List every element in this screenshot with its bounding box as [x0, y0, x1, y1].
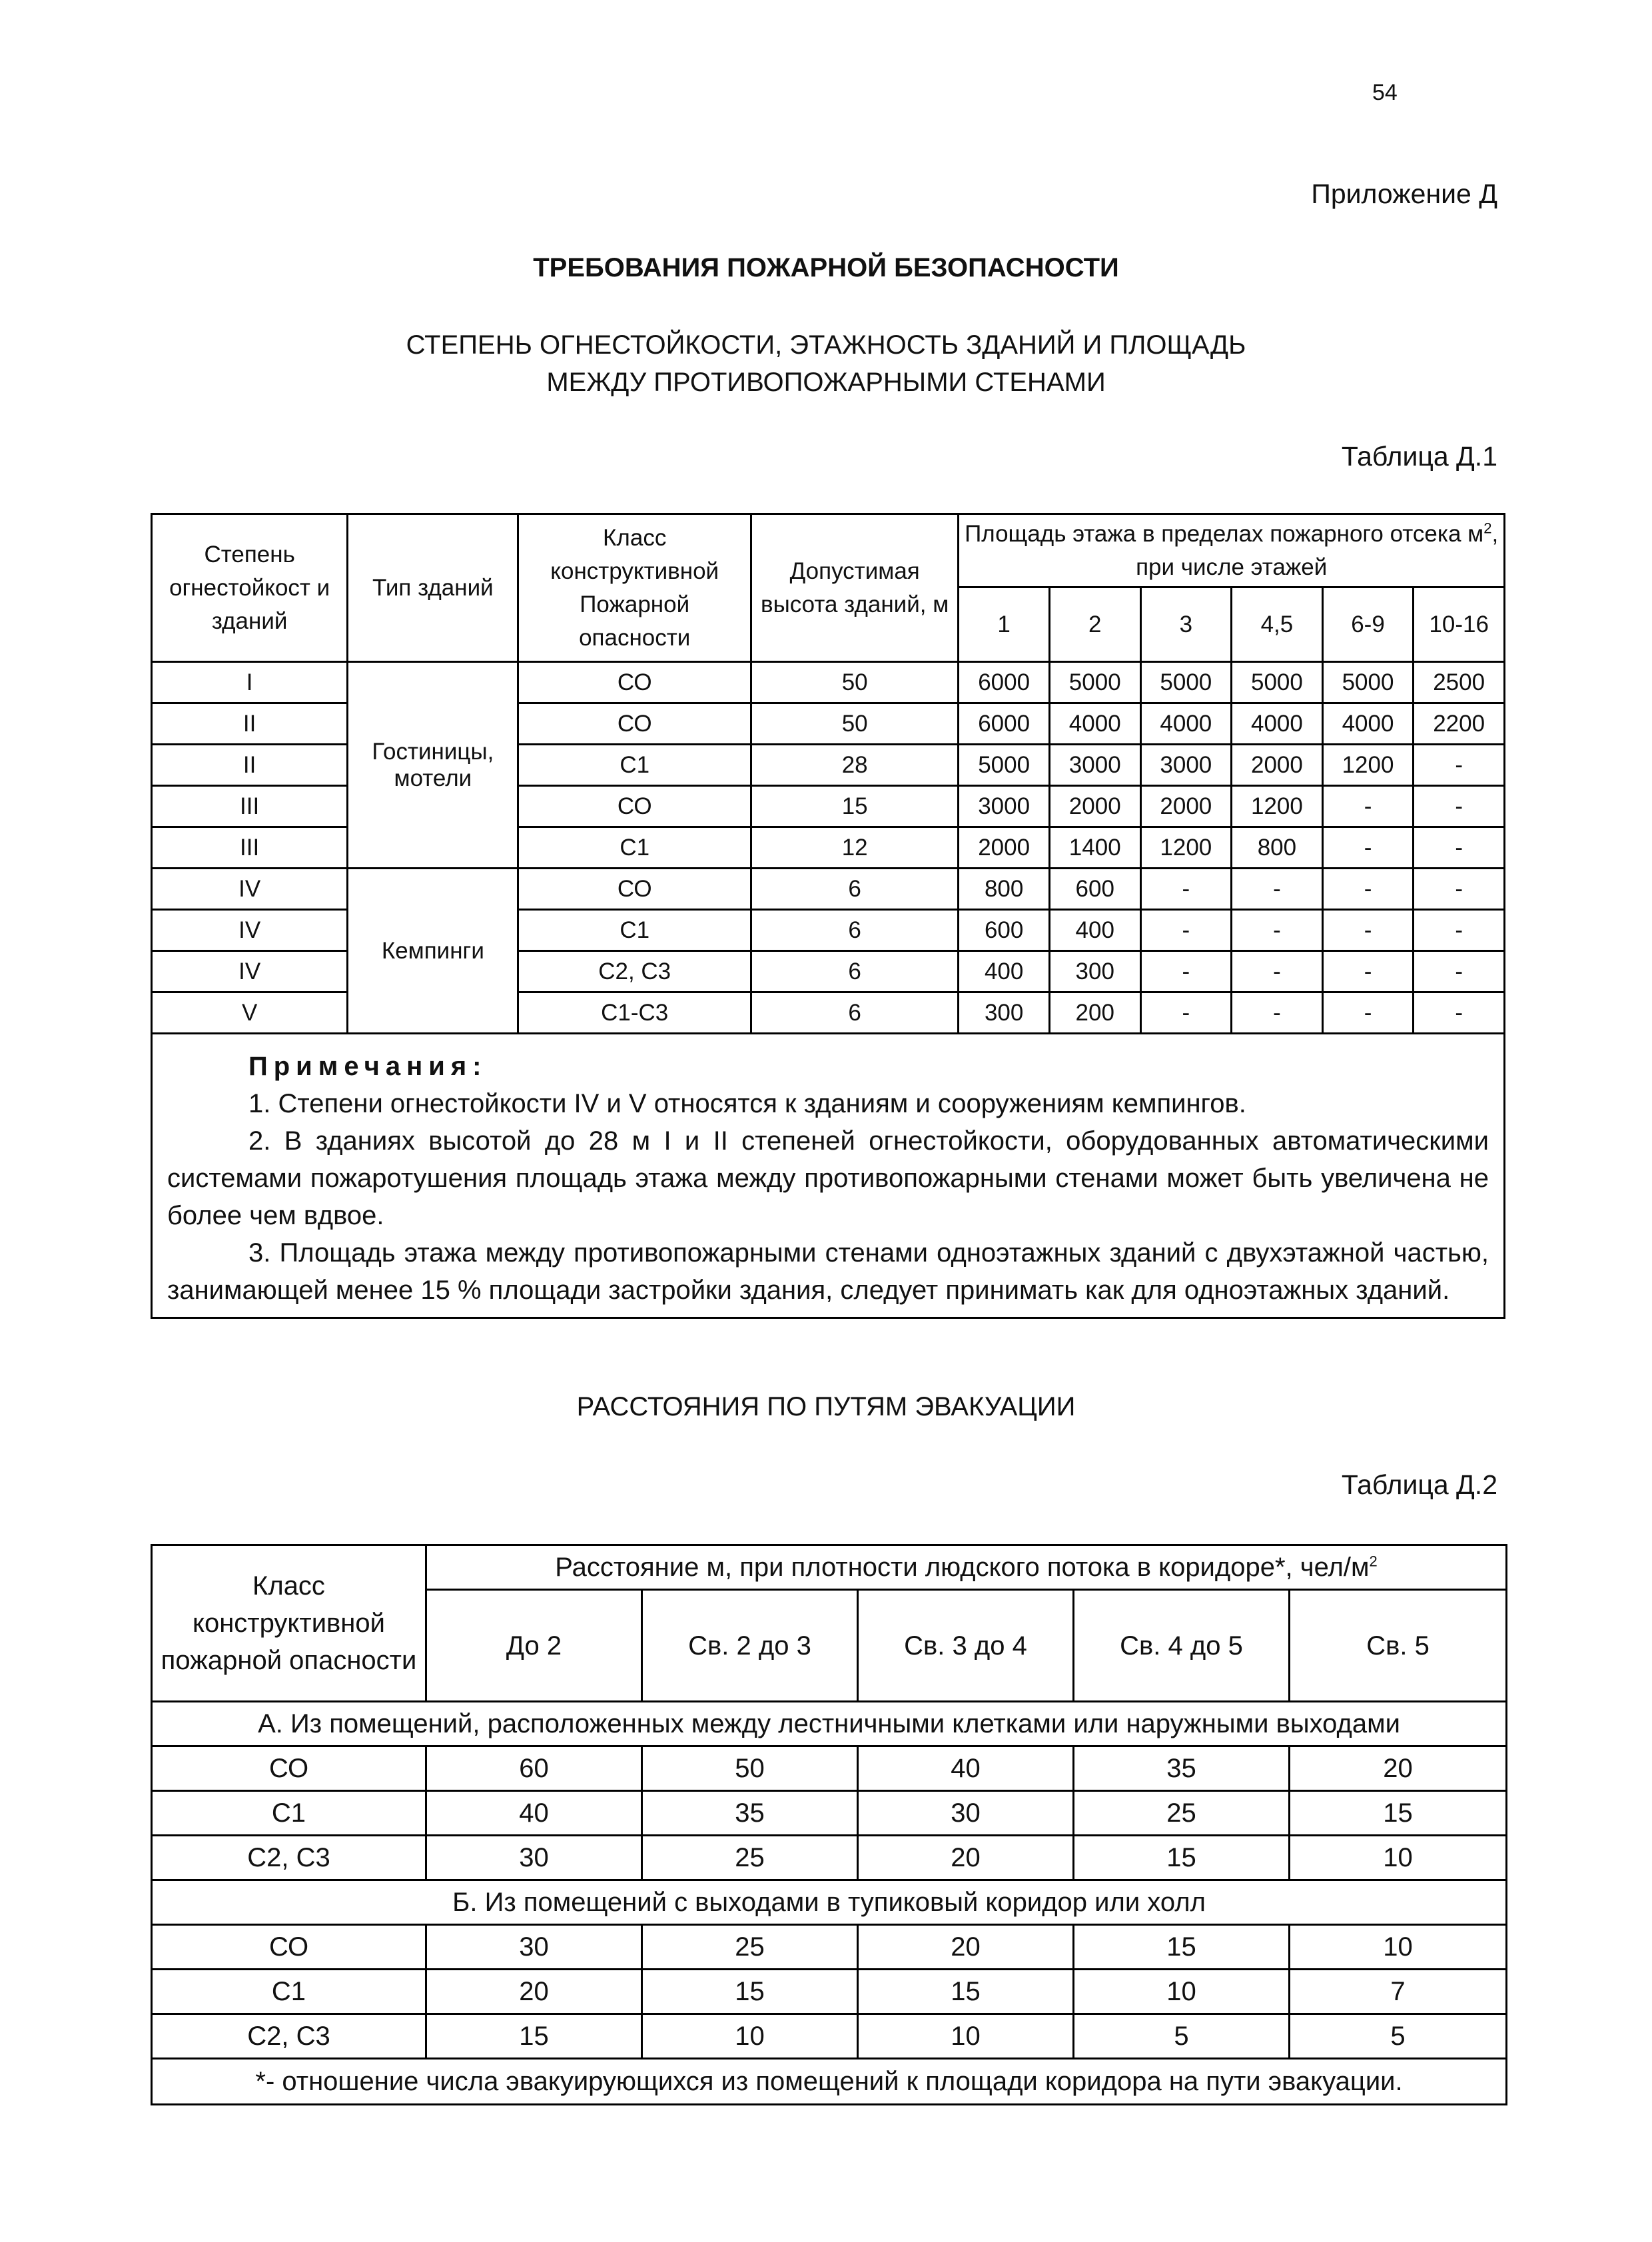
- cell-distance: 25: [642, 1925, 858, 1970]
- cell-height: 50: [751, 662, 958, 703]
- cell-area: 800: [959, 869, 1050, 910]
- cell-height: 6: [751, 869, 958, 910]
- note-2: 2. В зданиях высотой до 28 м I и II степеней огнестойкости, оборудованных автоматическими системами пожаротушения площадь этажа между противопожарными стенами может быть увеличена не более чем вдвое.: [167, 1126, 1489, 1230]
- cell-area: -: [1322, 869, 1414, 910]
- cell-area: -: [1414, 827, 1505, 869]
- footnote-text: *- отношение числа эвакуирующихся из помещений к площади коридора на пути эвакуации.: [152, 2059, 1507, 2105]
- cell-distance: 20: [426, 1970, 642, 2014]
- cell-class: С1: [152, 1791, 426, 1836]
- cell-distance: 20: [1290, 1746, 1507, 1791]
- subtitle-line-2: МЕЖДУ ПРОТИВОПОЖАРНЫМИ СТЕНАМИ: [546, 368, 1106, 397]
- notes-title: Примечания:: [248, 1052, 488, 1081]
- cell-distance: 25: [642, 1836, 858, 1880]
- cell-degree: II: [152, 745, 348, 786]
- cell-distance: 5: [1290, 2014, 1507, 2059]
- header-distance: Расстояние м, при плотности людского потока в коридоре*, чел/$м^2$: [426, 1545, 1507, 1590]
- cell-distance: 40: [858, 1746, 1074, 1791]
- cell-distance: 10: [642, 2014, 858, 2059]
- cell-area: 5000: [1322, 662, 1414, 703]
- cell-area: -: [1140, 951, 1232, 992]
- header-floor-2: 2: [1049, 587, 1140, 662]
- cell-area: 6000: [959, 703, 1050, 745]
- cell-distance: 20: [858, 1836, 1074, 1880]
- cell-area: 2000: [959, 827, 1050, 869]
- cell-area: -: [1232, 910, 1323, 951]
- cell-area: 5000: [1232, 662, 1323, 703]
- cell-degree: II: [152, 703, 348, 745]
- cell-group-campings: Кемпинги: [348, 869, 518, 1034]
- header-degree: Степень огнестойкост и зданий: [152, 514, 348, 662]
- cell-area: 2200: [1414, 703, 1505, 745]
- cell-area: 2000: [1049, 786, 1140, 827]
- cell-area: 2000: [1140, 786, 1232, 827]
- table2-label: Таблица Д.2: [1341, 1469, 1497, 1500]
- cell-degree: III: [152, 827, 348, 869]
- cell-distance: 15: [858, 1970, 1074, 2014]
- cell-height: 12: [751, 827, 958, 869]
- fire-resistance-table: [151, 513, 1505, 1319]
- cell-distance: 15: [642, 1970, 858, 2014]
- table-row: [152, 1925, 1507, 1970]
- cell-class: СО: [152, 1746, 426, 1791]
- cell-area: 6000: [959, 662, 1050, 703]
- header-floor-5: 6-9: [1322, 587, 1414, 662]
- cell-area: -: [1322, 827, 1414, 869]
- cell-distance: 35: [642, 1791, 858, 1836]
- cell-distance: 15: [1074, 1836, 1290, 1880]
- main-title: ТРЕБОВАНИЯ ПОЖАРНОЙ БЕЗОПАСНОСТИ: [533, 253, 1119, 282]
- cell-class: СО: [518, 786, 751, 827]
- cell-area: 200: [1049, 992, 1140, 1034]
- section-a-row-label: А. Из помещений, расположенных между лестничными клетками или наружными выходами: [152, 1702, 1507, 1746]
- cell-distance: 25: [1074, 1791, 1290, 1836]
- appendix-label: Приложение Д: [1311, 179, 1497, 209]
- cell-class: С1: [518, 827, 751, 869]
- cell-class: СО: [518, 703, 751, 745]
- header-density-1: До 2: [426, 1590, 642, 1702]
- cell-area: 1200: [1232, 786, 1323, 827]
- cell-distance: 5: [1074, 2014, 1290, 2059]
- cell-distance: 30: [858, 1791, 1074, 1836]
- cell-area: -: [1414, 992, 1505, 1034]
- section-b-row: [152, 1880, 1507, 1925]
- cell-class: С1: [518, 910, 751, 951]
- header-density-2: Св. 2 до 3: [642, 1590, 858, 1702]
- cell-area: 3000: [959, 786, 1050, 827]
- cell-area: -: [1414, 869, 1505, 910]
- cell-height: 6: [751, 910, 958, 951]
- cell-distance: 10: [1074, 1970, 1290, 2014]
- cell-distance: 30: [426, 1836, 642, 1880]
- footnote-row: [152, 2059, 1507, 2105]
- subtitle-line-1: СТЕПЕНЬ ОГНЕСТОЙКОСТИ, ЭТАЖНОСТЬ ЗДАНИЙ И ПЛОЩАДЬ: [406, 330, 1246, 360]
- cell-area: 1200: [1140, 827, 1232, 869]
- cell-distance: 15: [1074, 1925, 1290, 1970]
- cell-height: 6: [751, 951, 958, 992]
- cell-distance: 20: [858, 1925, 1074, 1970]
- table-row: [152, 662, 1505, 703]
- cell-class: С2, С3: [518, 951, 751, 992]
- notes-cell: [152, 1034, 1505, 1318]
- note-1: 1. Степени огнестойкости IV и V относятся к зданиям и сооружениям кемпингов.: [248, 1089, 1246, 1118]
- section-b-row-label: Б. Из помещений с выходами в тупиковый коридор или холл: [152, 1880, 1507, 1925]
- cell-area: -: [1140, 910, 1232, 951]
- cell-distance: 15: [426, 2014, 642, 2059]
- section-a-row: [152, 1702, 1507, 1746]
- section2-title: РАССТОЯНИЯ ПО ПУТЯМ ЭВАКУАЦИИ: [576, 1392, 1076, 1421]
- cell-area: -: [1322, 786, 1414, 827]
- cell-area: 2500: [1414, 662, 1505, 703]
- table1-label: Таблица Д.1: [1341, 441, 1497, 472]
- cell-distance: 15: [1290, 1791, 1507, 1836]
- evacuation-distance-table: [151, 1544, 1507, 2105]
- cell-distance: 60: [426, 1746, 642, 1791]
- cell-area: 1400: [1049, 827, 1140, 869]
- cell-area: -: [1232, 951, 1323, 992]
- cell-area: 5000: [1140, 662, 1232, 703]
- header-floor-1: 1: [959, 587, 1050, 662]
- header-class: Класс конструктивной Пожарной опасности: [518, 514, 751, 662]
- cell-area: 600: [959, 910, 1050, 951]
- cell-class: С1: [152, 1970, 426, 2014]
- header-floor-3: 3: [1140, 587, 1232, 662]
- cell-area: -: [1232, 992, 1323, 1034]
- header-area: Площадь этажа в пределах пожарного отсека $м^2$, при числе этажей: [959, 514, 1505, 587]
- cell-class: СО: [518, 662, 751, 703]
- cell-area: -: [1322, 992, 1414, 1034]
- cell-class: С1: [518, 745, 751, 786]
- cell-distance: 10: [858, 2014, 1074, 2059]
- header-height: Допустимая высота зданий, м: [751, 514, 958, 662]
- cell-height: 28: [751, 745, 958, 786]
- header-floor-6: 10-16: [1414, 587, 1505, 662]
- cell-distance: 35: [1074, 1746, 1290, 1791]
- cell-area: 1200: [1322, 745, 1414, 786]
- note-3: 3. Площадь этажа между противопожарными стенами одноэтажных зданий с двухэтажной частью, занимающей менее 15 % площади застройки здания, следует принимать как для одноэтажных зданий.: [167, 1238, 1489, 1305]
- page-number: 54: [1372, 80, 1398, 105]
- cell-area: 300: [1049, 951, 1140, 992]
- cell-class: СО: [518, 869, 751, 910]
- cell-area: 2000: [1232, 745, 1323, 786]
- cell-area: -: [1140, 869, 1232, 910]
- cell-area: -: [1322, 910, 1414, 951]
- cell-class: С2, С3: [152, 2014, 426, 2059]
- cell-height: 6: [751, 992, 958, 1034]
- cell-distance: 7: [1290, 1970, 1507, 2014]
- cell-area: 400: [959, 951, 1050, 992]
- cell-area: 800: [1232, 827, 1323, 869]
- cell-height: 50: [751, 703, 958, 745]
- table1-subtitle: [0, 326, 1652, 401]
- cell-class: С2, С3: [152, 1836, 426, 1880]
- cell-area: 4000: [1322, 703, 1414, 745]
- table-row: [152, 1836, 1507, 1880]
- cell-area: 4000: [1049, 703, 1140, 745]
- header-density-5: Св. 5: [1290, 1590, 1507, 1702]
- table-row: [152, 1746, 1507, 1791]
- cell-area: 4000: [1232, 703, 1323, 745]
- cell-area: 600: [1049, 869, 1140, 910]
- cell-area: 400: [1049, 910, 1140, 951]
- cell-area: 3000: [1140, 745, 1232, 786]
- cell-degree: V: [152, 992, 348, 1034]
- cell-class: СО: [152, 1925, 426, 1970]
- cell-area: -: [1414, 786, 1505, 827]
- cell-class: С1-С3: [518, 992, 751, 1034]
- header-density-4: Св. 4 до 5: [1074, 1590, 1290, 1702]
- cell-degree: III: [152, 786, 348, 827]
- cell-area: -: [1414, 745, 1505, 786]
- cell-distance: 40: [426, 1791, 642, 1836]
- cell-distance: 50: [642, 1746, 858, 1791]
- cell-degree: IV: [152, 951, 348, 992]
- cell-distance: 10: [1290, 1836, 1507, 1880]
- cell-degree: I: [152, 662, 348, 703]
- cell-area: -: [1322, 951, 1414, 992]
- table-row: [152, 2014, 1507, 2059]
- cell-degree: IV: [152, 869, 348, 910]
- cell-area: 5000: [959, 745, 1050, 786]
- cell-degree: IV: [152, 910, 348, 951]
- cell-area: 5000: [1049, 662, 1140, 703]
- cell-area: 3000: [1049, 745, 1140, 786]
- cell-distance: 10: [1290, 1925, 1507, 1970]
- header-type: Тип зданий: [348, 514, 518, 662]
- table-row: [152, 1970, 1507, 2014]
- cell-area: -: [1414, 951, 1505, 992]
- cell-area: -: [1414, 910, 1505, 951]
- header-density-3: Св. 3 до 4: [858, 1590, 1074, 1702]
- header-class: Класс конструктивной пожарной опасности: [152, 1545, 426, 1702]
- cell-area: 300: [959, 992, 1050, 1034]
- cell-area: -: [1232, 869, 1323, 910]
- table-row: [152, 1791, 1507, 1836]
- cell-distance: 30: [426, 1925, 642, 1970]
- cell-area: -: [1140, 992, 1232, 1034]
- table-row: [152, 869, 1505, 910]
- cell-area: 4000: [1140, 703, 1232, 745]
- cell-group-hotels: Гостиницы, мотели: [348, 662, 518, 869]
- header-floor-4: 4,5: [1232, 587, 1323, 662]
- cell-height: 15: [751, 786, 958, 827]
